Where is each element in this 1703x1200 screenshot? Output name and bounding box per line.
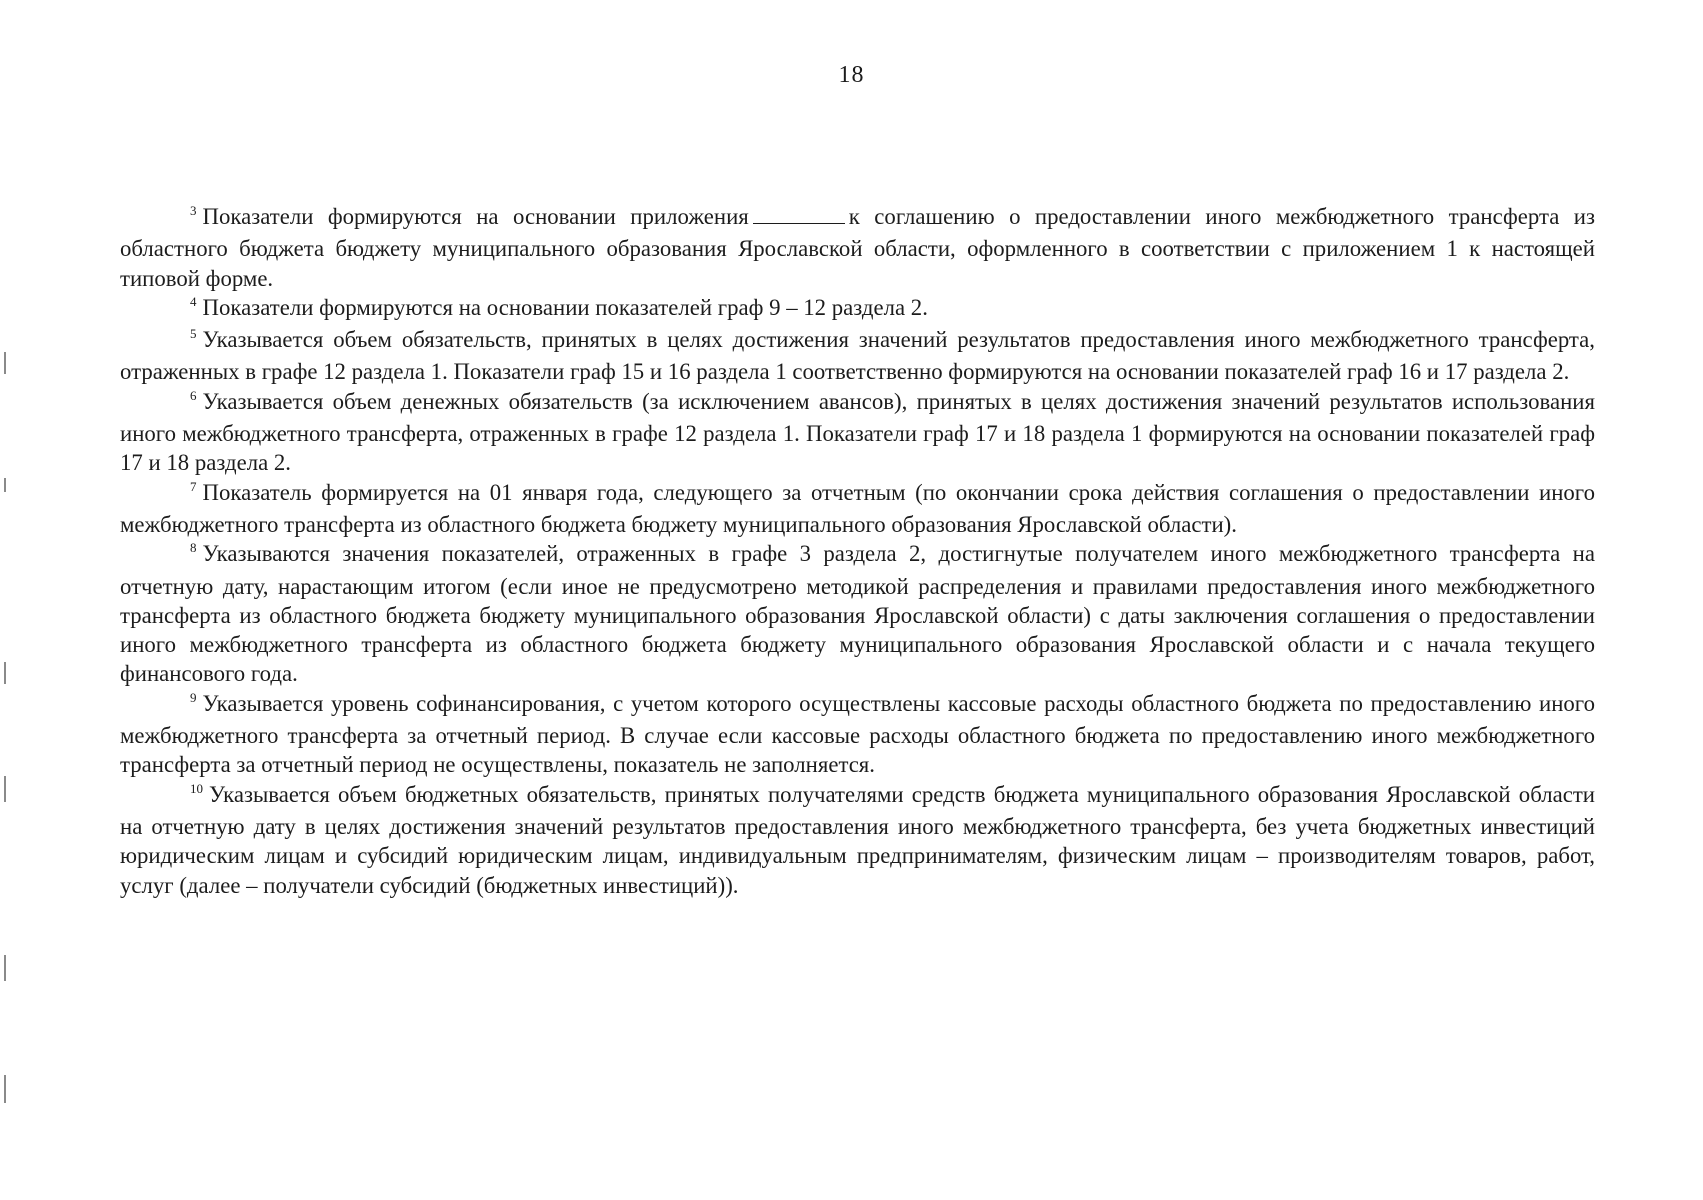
footnote-marker: 5	[190, 326, 197, 342]
footnote-marker: 7	[190, 478, 197, 494]
footnote-5	[120, 325, 1595, 387]
footnote-marker: 6	[190, 387, 197, 403]
footnote-text: Указываются значения показателей, отраженных в графе 3 раздела 2, достигнутые получателем иного межбюджетного трансферта на отчетную дату, нарастающим итогом (если иное не предусмотрено методикой распределения и правилами предоставления иного межбюджетного трансферта из областного бюджета бюджету муниципального образования Ярославской области) с даты заключения соглашения о предоставлении иного межбюджетного трансферта из областного бюджета бюджету муниципального образования Ярославской области и с начала текущего финансового года.	[120, 541, 1595, 687]
footnote-6	[120, 387, 1595, 478]
footnote-marker: 3	[190, 203, 197, 218]
footnote-marker: 10	[190, 780, 203, 796]
footnote-marker: 8	[190, 540, 197, 556]
footnote-text: к соглашению о предоставлении иного межбюджетного трансферта из областного бюджета бюджету муниципального образования Ярославской области, оформленного в соответствии с приложением 1 к настоящей типовой форме.	[120, 204, 1596, 291]
scan-margin-mark	[4, 478, 6, 492]
footnote-text: Показатели формируются на основании показателей граф 9 – 12 раздела 2.	[202, 294, 928, 320]
page-number: 18	[838, 62, 865, 88]
footnote-text: Показатель формируется на 01 января года, следующего за отчетным (по окончании срока действия соглашения о предоставлении иного межбюджетного трансферта из областного бюджета бюджету муниципального образования Ярославской области).	[120, 479, 1595, 537]
footnote-10	[120, 780, 1595, 900]
footnote-7	[120, 478, 1595, 540]
footnote-text: Указывается объем денежных обязательств (за исключением авансов), принятых в целях достижения значений результатов использования иного межбюджетного трансферта, отраженных в графе 12 раздела 1. Показатели граф 17 и 18 раздела 1 формируются на основании показателей граф 17 и 18 раздела 2.	[120, 388, 1595, 476]
scan-margin-mark	[4, 955, 6, 981]
footnote-4	[120, 293, 1595, 325]
scan-margin-mark	[4, 352, 6, 374]
footnote-text: Указывается уровень софинансирования, с учетом которого осуществлены кассовые расходы областного бюджета по предоставлению иного межбюджетного трансферта за отчетный период. В случае если кассовые расходы областного бюджета по предоставлению иного межбюджетного трансферта за отчетный период не осуществлены, показатель не заполняется.	[120, 690, 1595, 778]
footnote-8	[120, 539, 1595, 688]
footnote-text: Указывается объем обязательств, принятых в целях достижения значений результатов предоставления иного межбюджетного трансферта, отраженных в графе 12 раздела 1. Показатели граф 15 и 16 раздела 1 соответственно формируются на основании показателей граф 16 и 17 раздела 2.	[120, 327, 1595, 385]
footnote-3	[120, 202, 1595, 293]
fill-in-blank-line	[753, 222, 845, 224]
scan-margin-mark	[4, 662, 6, 684]
scan-margin-mark	[4, 1075, 6, 1103]
footnote-text: Указывается объем бюджетных обязательств, принятых получателями средств бюджета муниципального образования Ярославской области на отчетную дату в целях достижения значений результатов предоставления иного межбюджетного трансферта, без учета бюджетных инвестиций юридическим лицам и субсидий юридическим лицам, индивидуальным предпринимателям, физическим лицам – производителям товаров, работ, услуг (далее – получатели субсидий (бюджетных инвестиций)).	[120, 781, 1595, 898]
footnote-marker: 4	[190, 293, 197, 309]
footnote-marker: 9	[190, 689, 197, 705]
scan-margin-mark	[4, 776, 6, 802]
footnote-text: Показатели формируются на основании приложения	[202, 204, 749, 229]
footnote-9	[120, 689, 1595, 780]
footnotes-section	[120, 202, 1595, 900]
